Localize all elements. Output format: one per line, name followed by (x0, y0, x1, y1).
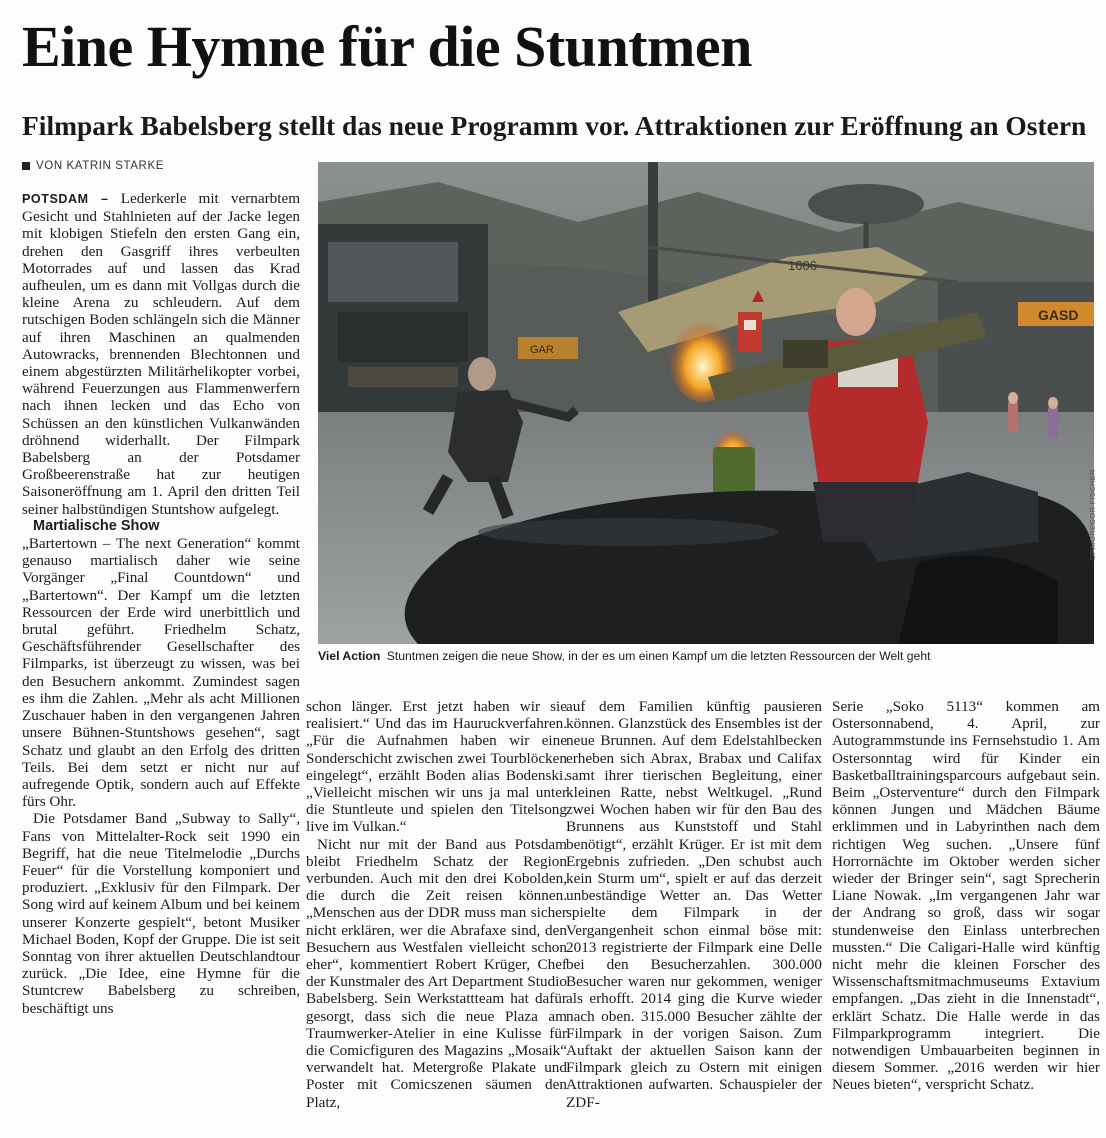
lead-text: Lederkerle mit vernarbtem Gesicht und Stahlnieten auf der Jacke legen mit klobigen Stiefeln den ersten Gang ein, drehen den Gasgriff ihres verbeulten Motorrades auf und lassen das Krad aufheulen, um es dann mit Vollgas durch die kleine Arena zu schleudern. Auf dem rutschigen Boden schlängeln sich die Männer auf ihren Maschinen an qualmenden Autowracks, brennenden Blechtonnen und einem abgestürzten Militärhelikopter vorbei, während Feuerzungen aus Flammenwerfern nach ihnen lecken und das Echo von Schüssen an den künstlichen Vulkanwänden dröhnend widerhallt. Der Filmpark Babelsberg an der Potsdamer Großbeerenstraße hat zur heutigen Saisoneröffnung am 1. April den dritten Teil seiner halbstündigen Stuntshow aufgelegt. (22, 190, 300, 518)
caption-text: Stuntmen zeigen die neue Show, in der es um einen Kampf um die letzten Ressourcen der Welt geht (386, 649, 931, 663)
body-paragraph: „Bartertown – The next Generation“ kommt genauso martialisch daher wie seine Vorgänger „Final Countdown“ und „Bartertown“. Der Kampf um die letzten Ressourcen der Erde wird unerbittlich und brutal geführt. Friedhelm Schatz, Geschäftsführender Gesellschafter des Filmparks, ist überzeugt zu wissen, was bei den Besuchern ankommt. Zumindest sagen es ihm die Zahlen. „Mehr als acht Millionen Zuschauer haben in den vergangenen Jahren unsere Bühnen-Stuntshows gesehen“, sagt Schatz und glaubt an den Erfolg des dritten Teils. Bei dem setzt er nicht nur auf aufregende Optik, sondern auch auf Effekte fürs Ohr. (22, 535, 300, 811)
body-paragraph: Die Potsdamer Band „Subway to Sally“, Fans von Mittelalter-Rock seit 1990 ein Begriff, hat die neue Titelmelodie „Durchs Feuer“ für die Vorstellung komponiert und produziert. „Exklusiv für den Filmpark. Der Song wird auf keinem Album und bei keinem unserer Konzerte gespielt“, betont Musiker Michael Boden, Kopf der Gruppe. Die ist seit Sonntag von ihrer aktuellen Deutschlandtour zurück. „Die Idee, eine Hymne für die Stuntcrew Babelsberg zu schreiben, beschäftigt uns (22, 810, 300, 1017)
article-photo (318, 162, 1094, 644)
caption-label: Viel Action (318, 649, 381, 663)
byline-square-icon (22, 162, 30, 170)
byline-author: VON KATRIN STARKE (36, 160, 164, 172)
article-column-4 (832, 698, 1100, 1130)
article-column-1 (22, 190, 300, 1130)
body-paragraph: schon länger. Erst jetzt haben wir sie realisiert.“ Und das im Hauruckverfahren. „Für die Aufnahmen haben wir eine Sonderschicht zwischen zwei Tourblöcken eingelegt“, erzählt Boden alias Bodenski. „Vielleicht mischen wir uns ja mal unter die Stuntleute und spielen den Titelsong live im Vulkan.“ (306, 698, 567, 836)
dateline: POTSDAM – (22, 192, 109, 206)
byline (22, 160, 164, 172)
article-column-3 (566, 698, 822, 1130)
body-paragraph: auf dem Familien künftig pausieren können. Glanzstück des Ensembles ist der neue Brunnen. Auf dem Edelstahlbecken erheben sich Abrax, Brabax und Califax samt ihrer tierischen Begleitung, einer kleinen Ratte, nebst Weltkugel. „Rund zwei Wochen haben wir für den Bau des Brunnens aus Kunststoff und Stahl benötigt“, erzählt Krüger. Er ist mit dem Ergebnis zufrieden. „Den schubst auch kein Sturm um“, spielt er auf das derzeit unbeständige Wetter an. Das Wetter spielte dem Filmpark in der Vergangenheit schon einmal böse mit: 2013 registrierte der Filmpark eine Delle bei den Besucherzahlen. 300.000 Besucher waren nur gekommen, weniger als erhofft. 2014 ging die Kurve wieder nach oben. 315.000 Besucher zählte der Filmpark in der vorigen Saison. Zum Auftakt der aktuellen Saison kann der Filmpark gleich zu Ostern mit einigen Attraktionen aufwarten. Schauspieler der ZDF- (566, 698, 822, 1111)
section-heading: Martialische Show (33, 517, 160, 534)
body-paragraph: Nicht nur mit der Band aus Potsdam bleibt Friedhelm Schatz der Region verbunden. Auch mit den drei Kobolden, die durch die Zeit reisen können. „Menschen aus der DDR muss man sicher nicht erklären, wer die Abrafaxe sind, den Besuchern aus Westfalen vielleicht schon eher“, kommentiert Robert Krüger, Chef der Kunstmaler des Art Department Studio Babelsberg. Sein Werkstattteam hat dafür gesorgt, dass sich die neue Plaza am Traumwerker-Atelier in eine Kulisse für die Comicfiguren des Magazins „Mosaik“ verwandelt hat. Metergroße Plakate und Poster mit Comicszenen säumen den Platz, (306, 835, 567, 1111)
headline: Eine Hymne für die Stuntmen (22, 14, 752, 79)
lead-paragraph (22, 190, 300, 518)
helicopter-number: 1606 (788, 258, 817, 273)
subheadline: Filmpark Babelsberg stellt das neue Programm vor. Attraktionen zur Eröffnung an Ostern (22, 110, 1087, 141)
photo-credit: DPA/GREGOR FISCHER (1088, 469, 1097, 560)
stunt-show-photo (318, 162, 1094, 644)
article-column-2 (306, 698, 567, 1130)
sign-left: GAR (530, 344, 554, 356)
photo-caption (318, 649, 1098, 663)
body-paragraph: Serie „Soko 5113“ kommen am Ostersonnabend, 4. April, zur Autogrammstunde ins Fernsehstudio 1. Am Ostersonntag wird für Kinder ein Basketballtrainingsparcours aufgebaut sein. Beim „Osterventure“ durch den Filmpark können Jungen und Mädchen Bäume erklimmen und in Labyrinthen nach dem richtigen Weg suchen. „Unsere fünf Horrornächte im Oktober werden sicher wieder der Bringer sein“, sagt Sprecherin Liane Nowak. „Im vergangenen Jahr war der Andrang so groß, dass wir sogar stundenweise den Einlass unterbrechen mussten.“ Die Caligari-Halle wird künftig nicht mehr die kleinen Forscher des Wissenschaftsmitmachmuseums Extavium empfangen. „Das zieht in die Innenstadt“, erklärt Schatz. Die Halle werde in das Filmparkprogramm integriert. Die notwendigen Umbauarbeiten beginnen in diesem Sommer. „2016 werden wir hier Neues bieten“, verspricht Schatz. (832, 698, 1100, 1094)
sign-right: GASD (1038, 307, 1079, 323)
